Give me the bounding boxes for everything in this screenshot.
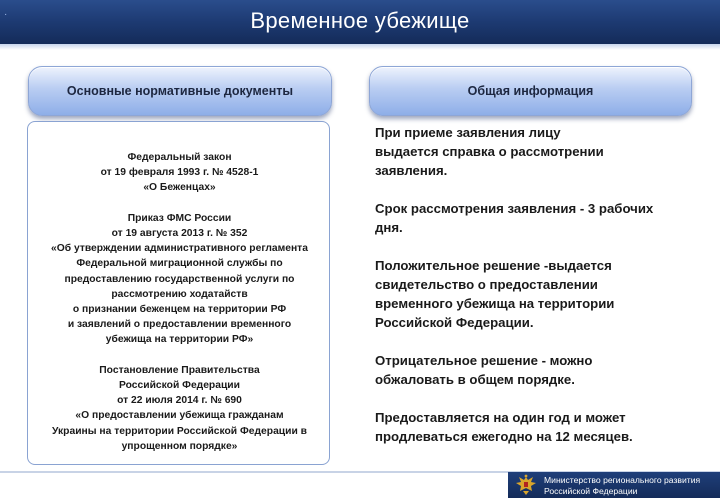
info-line: Предоставляется на один год и может <box>375 410 626 425</box>
general-info-heading-label: Общая информация <box>467 84 594 98</box>
ministry-name-line2: Российской Федерации <box>544 485 638 496</box>
general-info-heading <box>369 66 692 116</box>
info-paragraph <box>375 408 695 446</box>
corner-mark: · <box>4 9 8 20</box>
document-line: и заявлений о предоставлении временного <box>67 319 292 331</box>
info-line: обжаловать в общем порядке. <box>375 372 575 387</box>
document-line: Приказ ФМС России <box>127 212 232 224</box>
info-paragraph <box>375 199 695 237</box>
info-line: выдается справка о рассмотрении <box>375 144 604 159</box>
document-line: убежища на территории РФ» <box>105 334 254 346</box>
document-line: «О предоставлении убежища гражданам <box>75 410 284 422</box>
info-line: Отрицательное решение - можно <box>375 353 593 368</box>
document-line: Постановление Правительства <box>99 364 260 376</box>
document-line: Федеральной миграционной службы по <box>76 258 283 270</box>
info-line: дня. <box>375 220 403 235</box>
info-line: заявления. <box>375 163 448 178</box>
double-headed-eagle-emblem-icon <box>514 474 538 496</box>
ministry-name-line1: Министерство регионального развития <box>544 475 701 485</box>
header-divider <box>0 44 720 50</box>
info-line: Положительное решение -выдается <box>375 258 612 273</box>
document-government-resolution <box>28 363 331 454</box>
info-line: Срок рассмотрения заявления - 3 рабочих <box>375 201 654 216</box>
legal-documents-heading-label: Основные нормативные документы <box>66 84 294 98</box>
legal-documents-list <box>28 150 331 469</box>
document-line: упрощенном порядке» <box>121 440 238 452</box>
document-line: рассмотрению ходатайств <box>111 288 248 300</box>
info-paragraph <box>375 123 695 180</box>
ministry-name <box>544 475 700 496</box>
document-line: от 19 февраля 1993 г. № 4528-1 <box>100 167 259 179</box>
document-line: «Об утверждении административного регламента <box>51 243 308 255</box>
page-title: Временное убежище <box>250 8 470 33</box>
legal-documents-panel <box>27 121 330 465</box>
document-line: «О Беженцах» <box>143 182 216 194</box>
info-line: продлеваться ежегодно на 12 месяцев. <box>375 429 633 444</box>
info-paragraph <box>375 351 695 389</box>
document-line: от 19 августа 2013 г. № 352 <box>111 228 248 239</box>
info-line: Российской Федерации. <box>375 315 534 330</box>
info-line: свидетельство о предоставлении <box>375 277 598 292</box>
general-info-text <box>375 123 695 465</box>
document-line: предоставлению государственной услуги по <box>64 273 295 285</box>
info-paragraph <box>375 256 695 332</box>
document-line: Украины на территории Российской Федерации в <box>52 425 307 437</box>
document-line: о признании беженцем на территории РФ <box>72 304 287 316</box>
info-line: При приеме заявления лицу <box>375 125 561 140</box>
document-line: Российской Федерации <box>119 380 240 392</box>
info-line: временного убежища на территории <box>375 296 615 311</box>
document-federal-law <box>28 150 331 196</box>
document-line: от 22 июля 2014 г. № 690 <box>117 395 242 407</box>
document-fms-order <box>28 211 331 348</box>
legal-documents-heading <box>28 66 332 116</box>
document-line: Федеральный закон <box>127 152 232 163</box>
